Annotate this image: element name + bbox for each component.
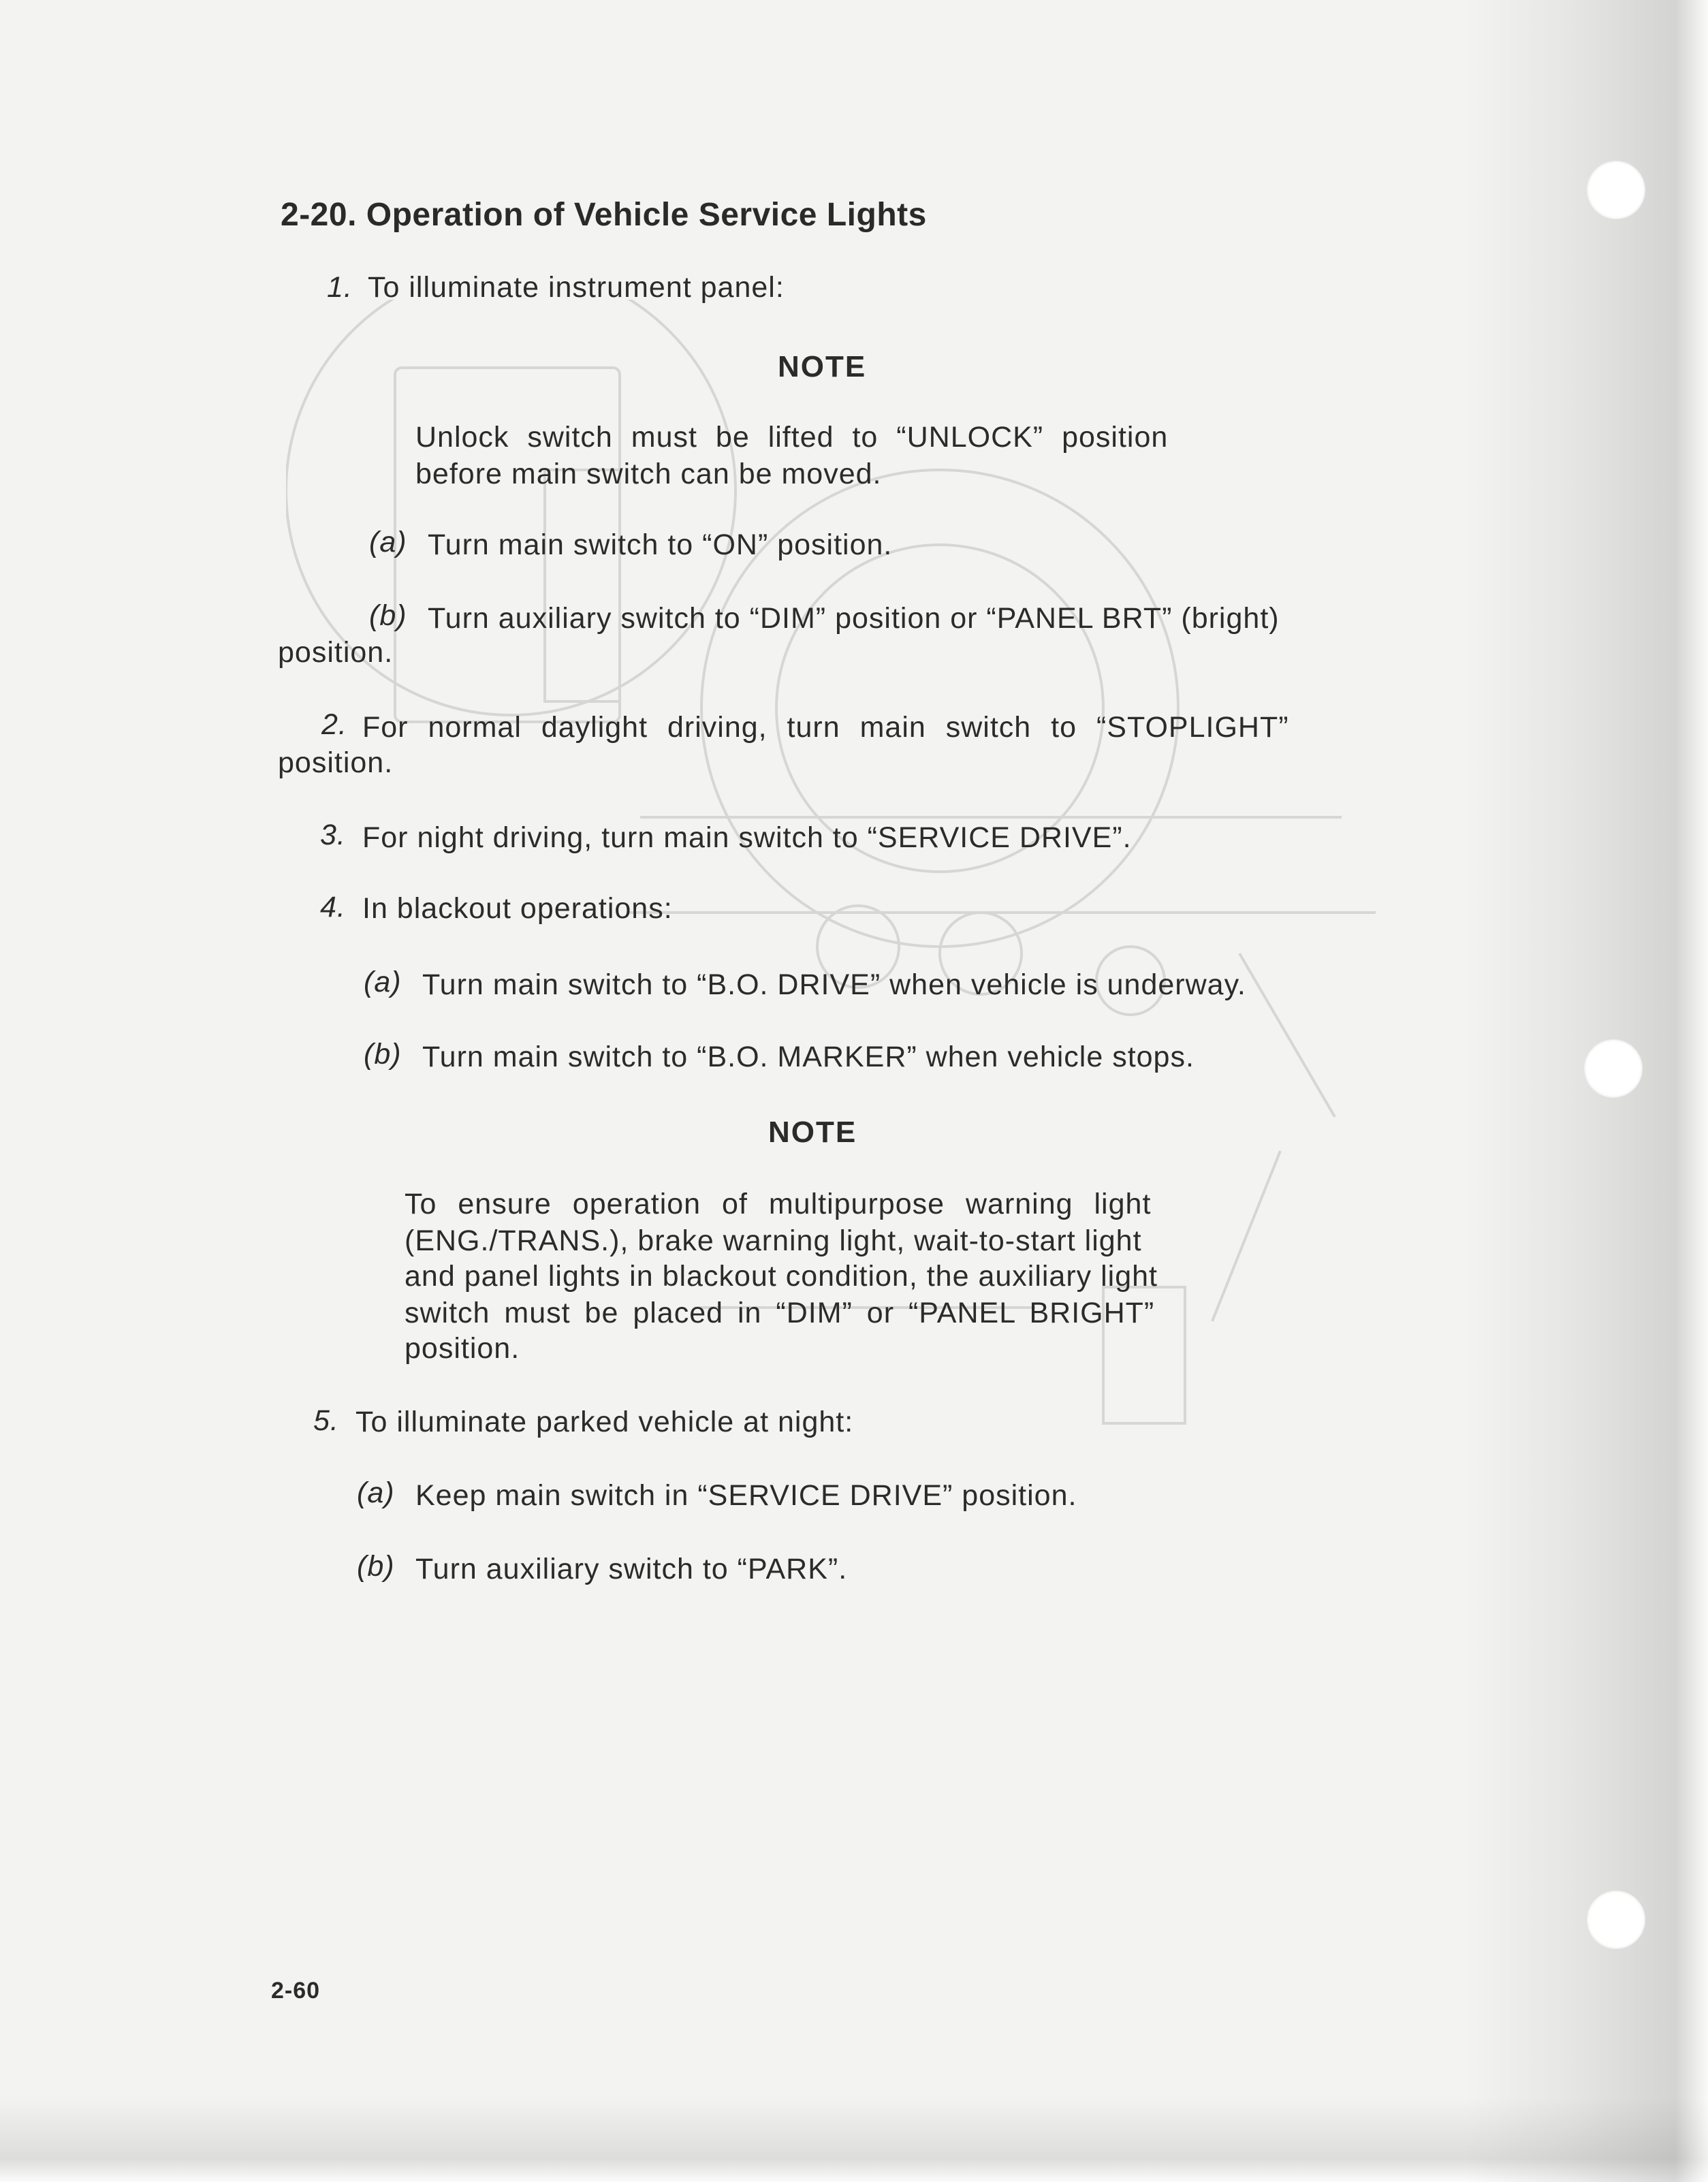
note-1-line-1: Unlock switch must be lifted to “UNLOCK” position: [415, 421, 1169, 454]
binder-hole-bottom: [1587, 1891, 1645, 1949]
binder-hole-top: [1587, 161, 1645, 219]
step-1-number: 1.: [327, 271, 353, 304]
note-2-heading: NOTE: [768, 1116, 857, 1149]
note-2-line-5: position.: [405, 1332, 520, 1365]
note-1-heading: NOTE: [778, 350, 867, 383]
note-2-line-3: and panel lights in blackout condition, the auxiliary light: [405, 1260, 1158, 1293]
step-2-number: 2.: [321, 708, 347, 741]
step-5a-text: Keep main switch in “SERVICE DRIVE” position.: [415, 1479, 1077, 1512]
step-4-number: 4.: [320, 891, 346, 923]
step-5-number: 5.: [313, 1404, 339, 1437]
note-2-line-1: To ensure operation of multipurpose warning light: [405, 1188, 1152, 1220]
page-number: 2-60: [271, 1978, 321, 2004]
note-2-line-2: (ENG./TRANS.), brake warning light, wait-to-start light: [405, 1224, 1142, 1257]
step-1b-continuation: position.: [278, 636, 394, 669]
note-2-line-4: switch must be placed in “DIM” or “PANEL BRIGHT”: [405, 1297, 1155, 1329]
step-2-continuation: position.: [278, 746, 394, 779]
section-title: 2-20. Operation of Vehicle Service Lights: [281, 197, 927, 233]
step-5b-number: (b): [357, 1550, 395, 1583]
step-5-text: To illuminate parked vehicle at night:: [355, 1406, 854, 1438]
binder-hole-middle: [1584, 1039, 1643, 1098]
step-5b-text: Turn auxiliary switch to “PARK”.: [415, 1553, 848, 1585]
step-4b-text: Turn main switch to “B.O. MARKER” when vehicle stops.: [422, 1041, 1195, 1073]
step-1a-number: (a): [369, 526, 407, 558]
step-4b-number: (b): [364, 1038, 402, 1071]
step-1-text: To illuminate instrument panel:: [368, 271, 785, 304]
note-1-line-2: before main switch can be moved.: [415, 458, 882, 490]
step-4a-number: (a): [364, 966, 402, 998]
step-1b-number: (b): [369, 599, 407, 632]
step-3-text: For night driving, turn main switch to “SERVICE DRIVE”.: [362, 821, 1132, 854]
step-4-text: In blackout operations:: [362, 892, 673, 925]
step-4a-text: Turn main switch to “B.O. DRIVE” when vehicle is underway.: [422, 968, 1246, 1001]
step-1b-text: Turn auxiliary switch to “DIM” position or “PANEL BRT” (bright): [428, 602, 1280, 635]
step-5a-number: (a): [357, 1476, 395, 1509]
step-1a-text: Turn main switch to “ON” position.: [428, 528, 893, 561]
step-2-text: For normal daylight driving, turn main switch to “STOPLIGHT”: [362, 711, 1289, 744]
step-3-number: 3.: [320, 819, 346, 851]
